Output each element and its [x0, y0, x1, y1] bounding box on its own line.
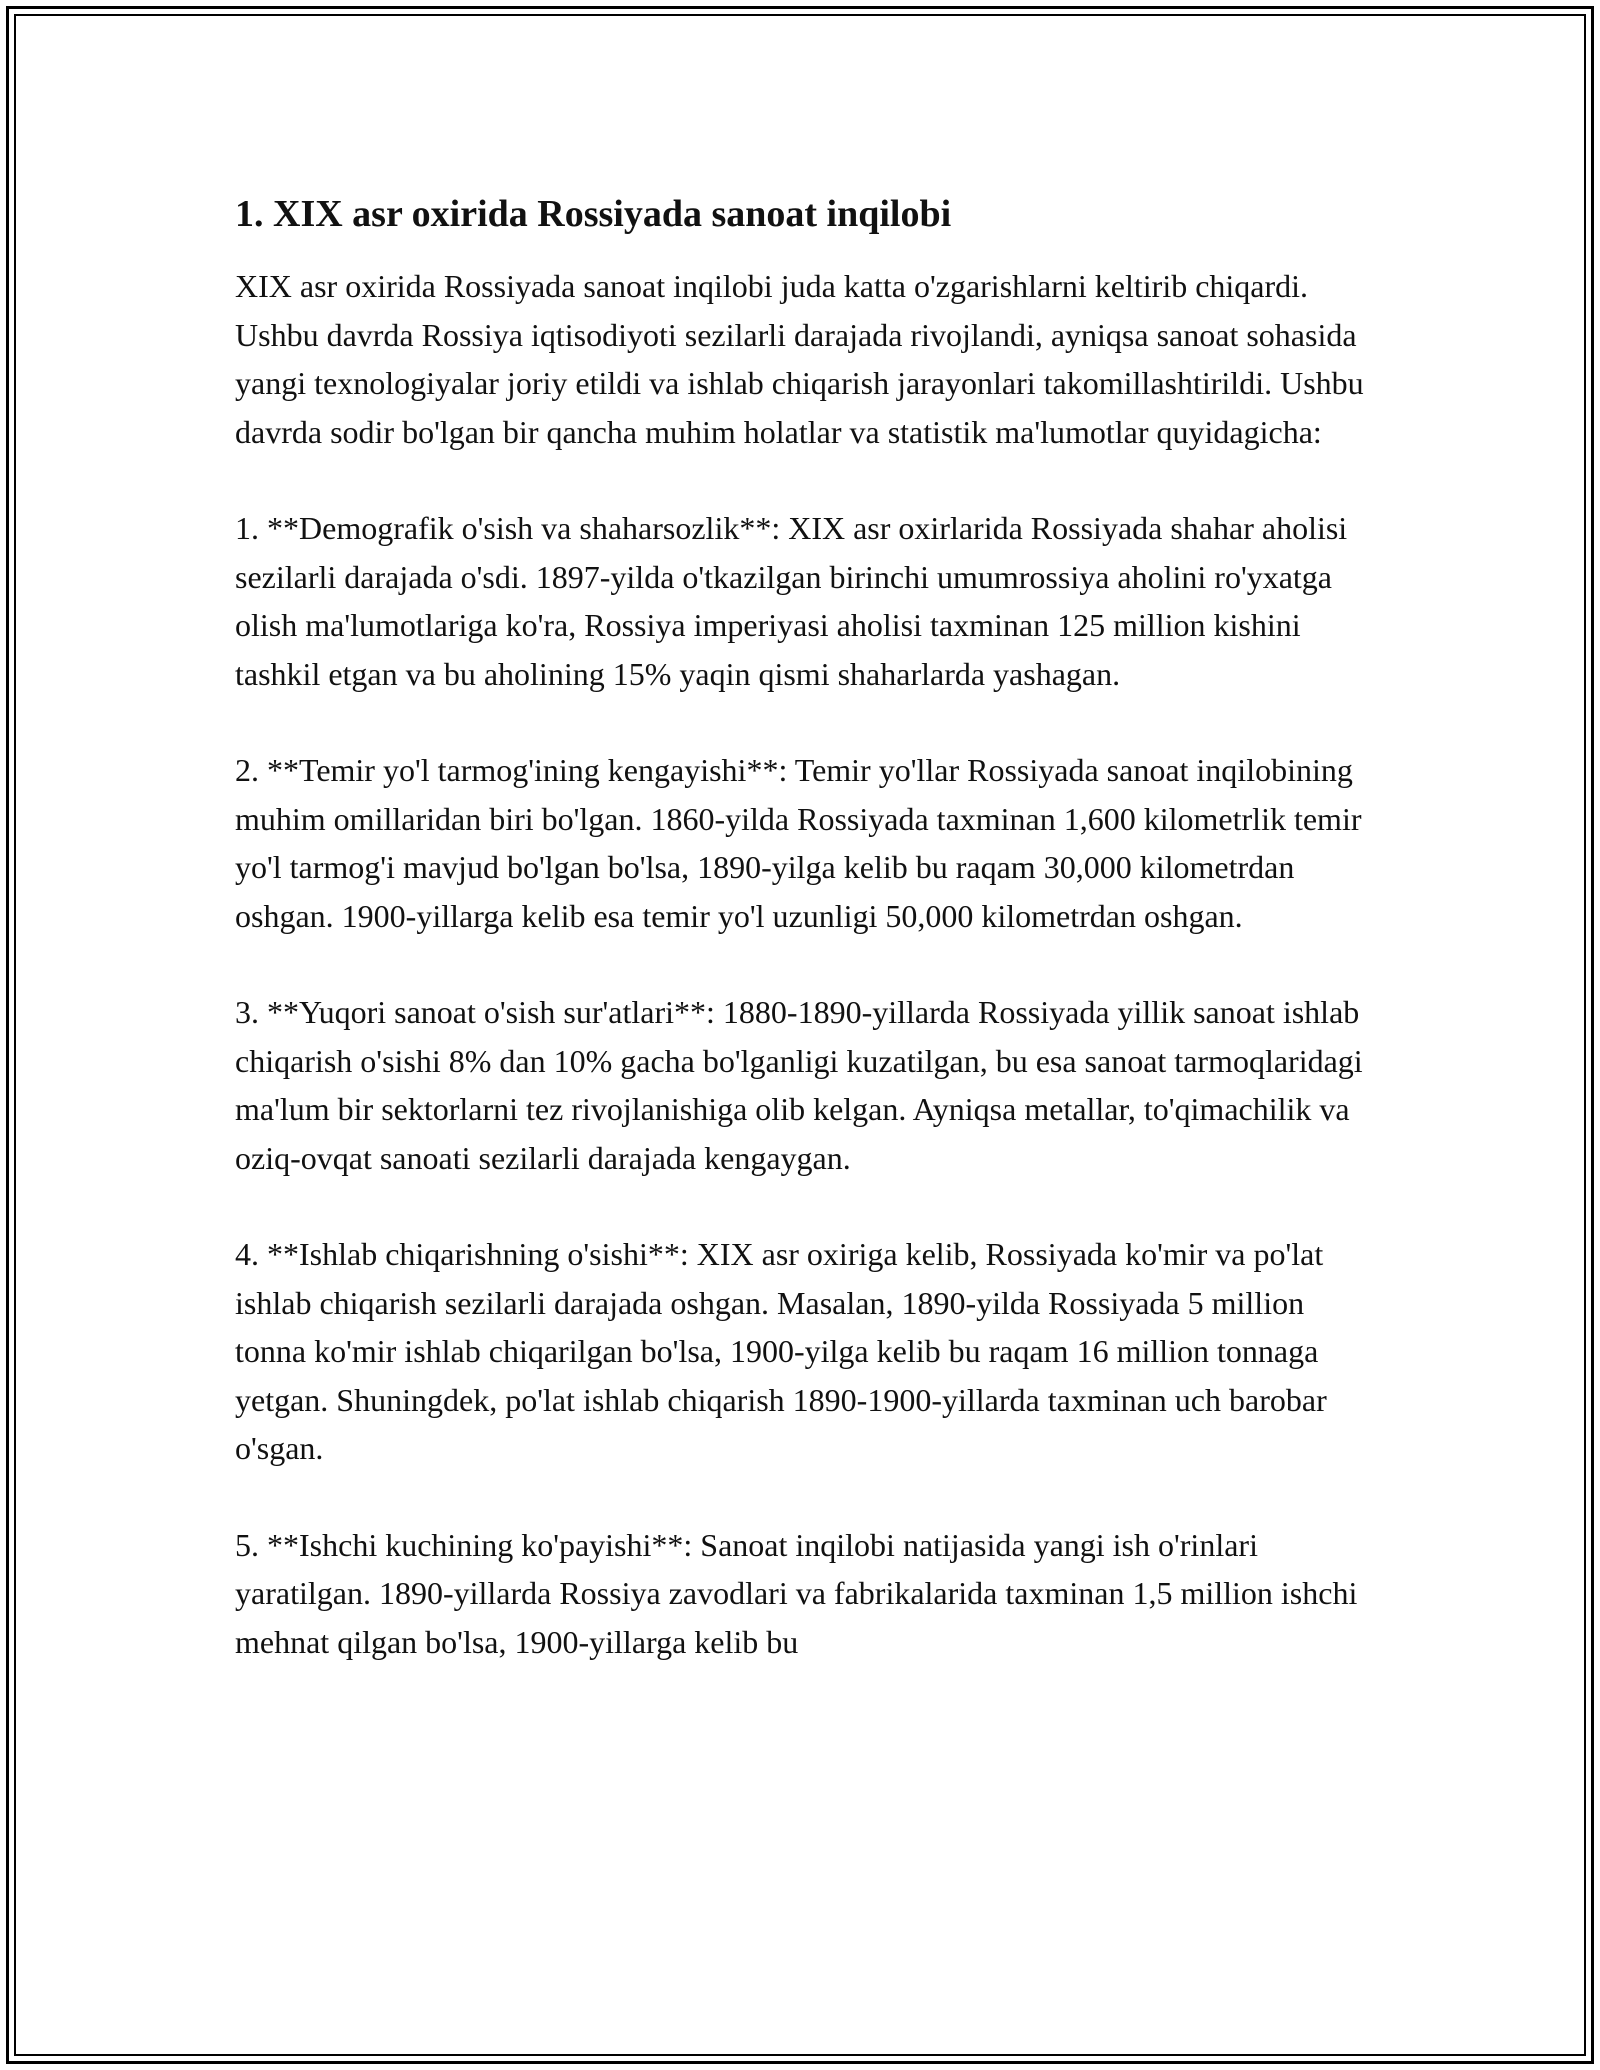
intro-paragraph: XIX asr oxirida Rossiyada sanoat inqilobi juda katta o'zgarishlarni keltirib chiqardi. Ushbu davrda Rossiya iqtisodiyoti sezilarli darajada rivojlandi, ayniqsa sanoat sohasida yangi texnologiyalar joriy etildi va ishlab chiqarish jarayonlari takomillashtirildi. Ushbu davrda sodir bo'lgan bir qancha muhim holatlar va statistik ma'lumotlar quyidagicha:: [235, 268, 1364, 450]
document-body: [235, 188, 1375, 1714]
paragraph-ishchi-kuchi: 5. **Ishchi kuchining ko'payishi**: Sanoat inqilobi natijasida yangi ish o'rinlari yaratilgan. 1890-yillarda Rossiya zavodlari va fabrikalarida taxminan 1,5 million ishchi mehnat qilgan bo'lsa, 1900-yillarga kelib bu: [235, 1526, 1358, 1660]
paragraph-sanoat-osish: 3. **Yuqori sanoat o'sish sur'atlari**: 1880-1890-yillarda Rossiyada yillik sanoat ishlab chiqarish o'sishi 8% dan 10% gacha bo'lganligi kuzatilgan, bu esa sanoat tarmoqlaridagi ma'lum bir sektorlarni tez rivojlanishiga olib kelgan. Ayniqsa metallar, to'qimachilik va oziq-ovqat sanoati sezilarli darajada kengaygan.: [235, 994, 1363, 1176]
paragraph-demografik-osish: 1. **Demografik o'sish va shaharsozlik**: XIX asr oxirlarida Rossiyada shahar aholisi sezilarli darajada o'sdi. 1897-yilda o'tkazilgan birinchi umumrossiya aholini ro'yxatga olish ma'lumotlariga ko'ra, Rossiya imperiyasi aholisi taxminan 125 million kishini tashkil etgan va bu aholining 15% yaqin qismi shaharlarda yashagan.: [235, 510, 1348, 692]
document-title: 1. XIX asr oxirida Rossiyada sanoat inqilobi: [235, 193, 952, 235]
paragraph-ishlab-chiqarish: 4. **Ishlab chiqarishning o'sishi**: XIX asr oxiriga kelib, Rossiyada ko'mir va po'lat ishlab chiqarish sezilarli darajada oshgan. Masalan, 1890-yilda Rossiyada 5 million tonna ko'mir ishlab chiqarilgan bo'lsa, 1900-yilga kelib bu raqam 16 million tonnaga yetgan. Shuningdek, po'lat ishlab chiqarish 1890-1900-yillarda taxminan uch barobar o'sgan.: [235, 1236, 1327, 1466]
paragraph-temir-yol: 2. **Temir yo'l tarmog'ining kengayishi**: Temir yo'llar Rossiyada sanoat inqilobining muhim omillaridan biri bo'lgan. 1860-yilda Rossiyada taxminan 1,600 kilometrlik temir yo'l tarmog'i mavjud bo'lgan bo'lsa, 1890-yilga kelib bu raqam 30,000 kilometrdan oshgan. 1900-yillarga kelib esa temir yo'l uzunligi 50,000 kilometrdan oshgan.: [235, 752, 1362, 934]
